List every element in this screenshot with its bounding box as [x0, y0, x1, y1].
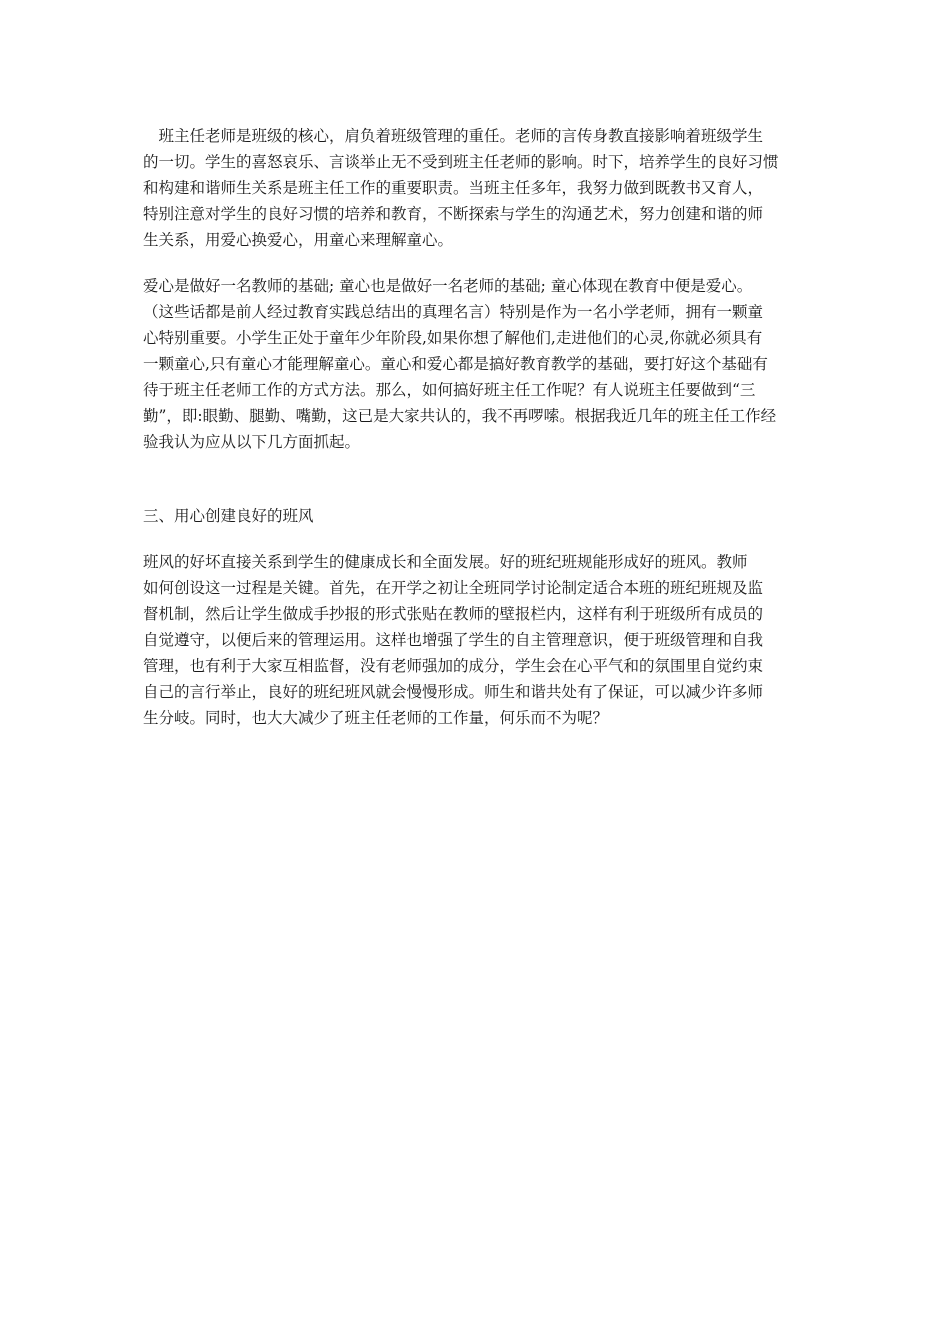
text-line: 和构建和谐师生关系是班主任工作的重要职责。当班主任多年，我努力做到既教书又育人，	[143, 179, 764, 197]
text-line: 特别注意对学生的良好习惯的培养和教育，不断探索与学生的沟通艺术，努力创建和谐的师	[143, 205, 764, 223]
text-line: 一颗童心,只有童心才能理解童心。童心和爱心都是搞好教育教学的基础，要打好这个基础有	[143, 355, 768, 373]
text-line: 如何创设这一过程是关键。首先，在开学之初让全班同学讨论制定适合本班的班纪班规及监	[143, 579, 764, 597]
text-line: 自觉遵守，以便后来的管理运用。这样也增强了学生的自主管理意识，便于班级管理和自我	[143, 631, 764, 649]
paragraph-class-style	[143, 549, 808, 731]
text-line: 待于班主任老师工作的方式方法。那么，如何搞好班主任工作呢？有人说班主任要做到“三	[143, 381, 756, 399]
section-heading: 三、用心创建良好的班风	[143, 507, 314, 525]
text-line: 督机制，然后让学生做成手抄报的形式张贴在教师的壁报栏内，这样有利于班级所有成员的	[143, 605, 764, 623]
text-line: （这些话都是前人经过教育实践总结出的真理名言）特别是作为一名小学老师，拥有一颗童	[143, 303, 764, 321]
paragraph-intro	[143, 123, 808, 253]
paragraph-spacer	[143, 455, 808, 503]
paragraph-spacer	[143, 529, 808, 549]
text-line: 心特别重要。小学生正处于童年少年阶段,如果你想了解他们,走进他们的心灵,你就必须具有	[143, 329, 763, 347]
text-line: 班主任老师是班级的核心，肩负着班级管理的重任。老师的言传身教直接影响着班级学生	[143, 127, 764, 145]
text-line: 管理，也有利于大家互相监督，没有老师强加的成分，学生会在心平气和的氛围里自觉约束	[143, 657, 764, 675]
text-line: 生关系，用爱心换爱心，用童心来理解童心。	[143, 231, 454, 249]
text-line: 的一切。学生的喜怒哀乐、言谈举止无不受到班主任老师的影响。时下，培养学生的良好习惯	[143, 153, 779, 171]
paragraph-spacer	[143, 253, 808, 273]
text-line: 生分岐。同时，也大大减少了班主任老师的工作量，何乐而不为呢？	[143, 709, 609, 727]
text-line: 班风的好坏直接关系到学生的健康成长和全面发展。好的班纪班规能形成好的班风。教师	[143, 553, 748, 571]
text-line: 爱心是做好一名教师的基础; 童心也是做好一名老师的基础; 童心体现在教育中便是爱心。	[143, 277, 753, 295]
document-body	[143, 123, 808, 731]
text-line: 验我认为应从以下几方面抓起。	[143, 433, 361, 451]
text-line: 勤”，即:眼勤、腿勤、嘴勤，这已是大家共认的，我不再啰嗦。根据我近几年的班主任工作经	[143, 407, 777, 425]
text-line: 自己的言行举止，良好的班纪班风就会慢慢形成。师生和谐共处有了保证，可以减少许多师	[143, 683, 764, 701]
paragraph-love-and-childlike-heart	[143, 273, 808, 455]
